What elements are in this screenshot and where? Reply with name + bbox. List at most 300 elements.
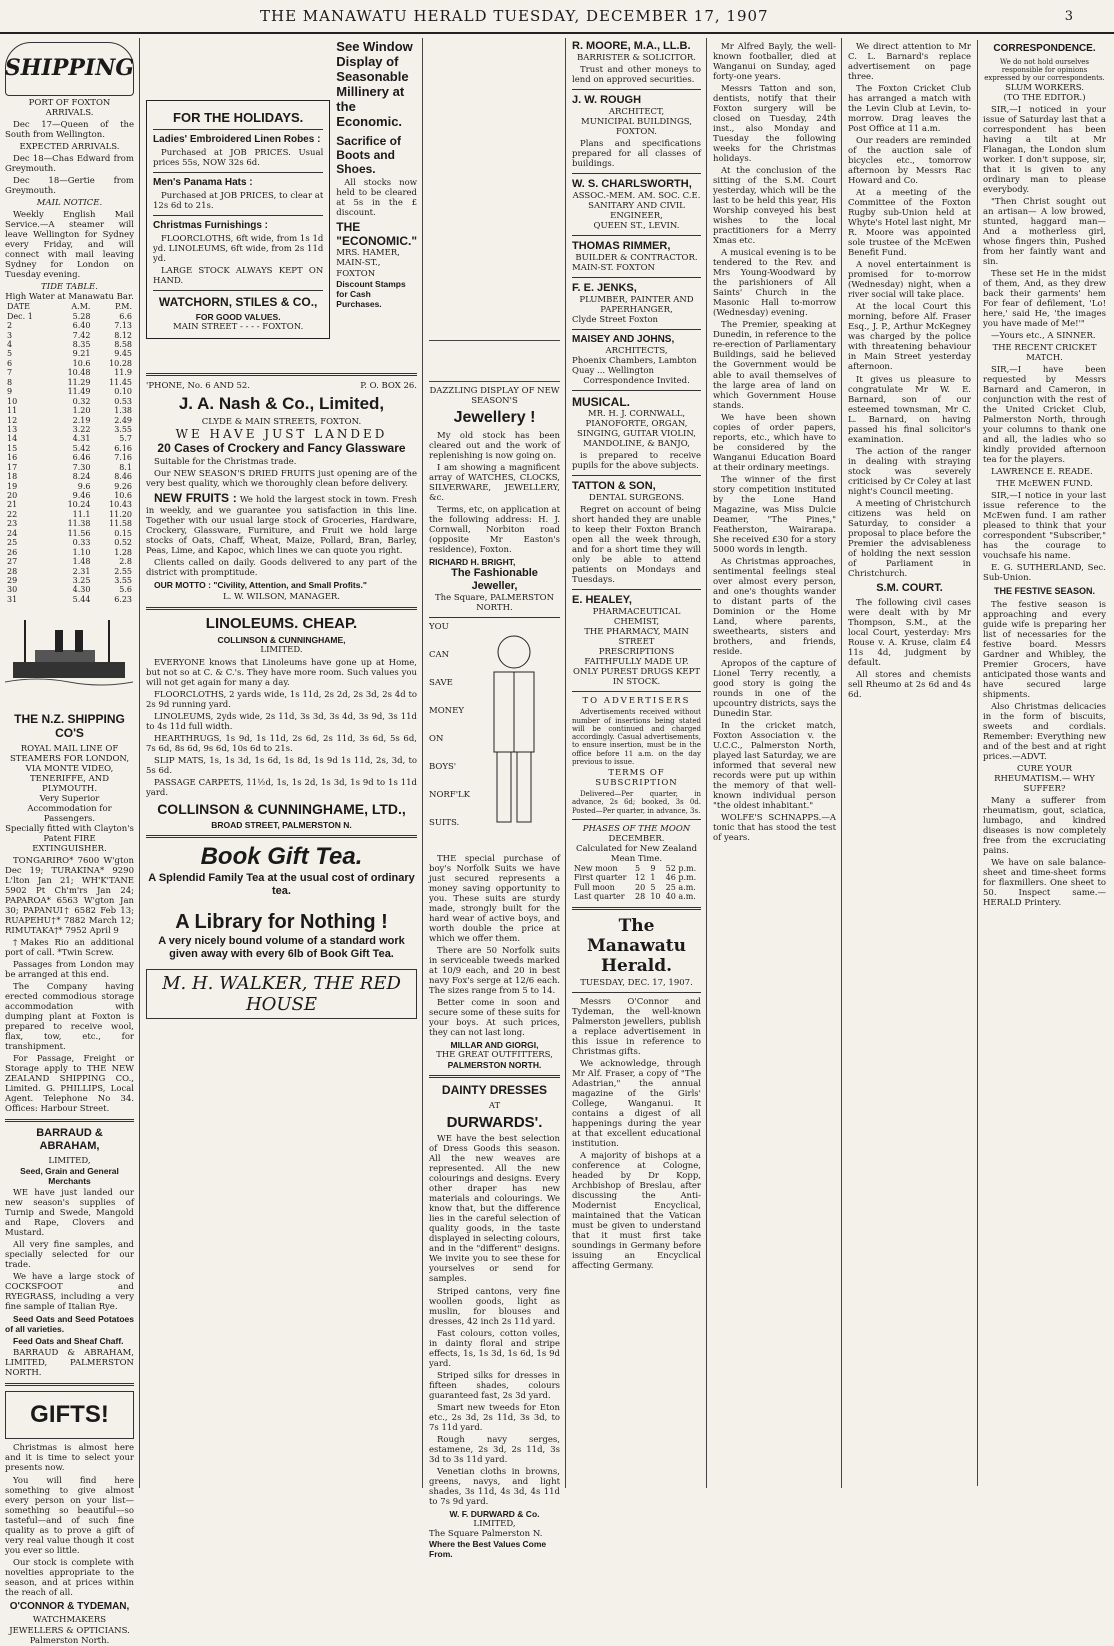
jenks-address: Clyde Street Foxton xyxy=(572,315,659,326)
barraud-sign: BARRAUD & ABRAHAM, LIMITED, PALMERSTON NORTH. xyxy=(5,1348,134,1379)
moon-table xyxy=(572,864,701,902)
tatton-sub: DENTAL SURGEONS. xyxy=(588,493,685,504)
slum-editor: (TO THE EDITOR.) xyxy=(1003,92,1086,103)
tide-cell: 25 xyxy=(7,538,18,548)
news-paragraph: At a meeting of the Committee of the Foxton Rugby sub-Union held at Whyte's Hotel last night, Mr R. Moore was appointed sole trustee of the McEwen Benefit Fund. xyxy=(848,188,971,259)
maisey-note: Correspondence Invited. xyxy=(583,375,690,386)
recent-heading: THE RECENT CRICKET MATCH. xyxy=(992,342,1097,363)
tide-cell: 2.31 xyxy=(72,566,91,576)
slum-text: These set He in the midst of them, And, as they drew back their garments' hem For fear of defilement, 'Lo! here,' said He, 'the images you have made of Me!'" xyxy=(983,268,1106,329)
oconnor-sub: WATCHMAKERS JEWELLERS & OPTICIANS. xyxy=(9,1615,130,1636)
tide-cell: 6.16 xyxy=(114,443,132,453)
tide-row xyxy=(5,425,134,434)
moon-row xyxy=(572,873,701,882)
tide-cell: 8.1 xyxy=(119,462,132,472)
tide-cell: 3.25 xyxy=(72,575,91,585)
tide-cell: 6.40 xyxy=(72,321,91,331)
column-correspondence xyxy=(843,38,1111,1488)
tide-row xyxy=(5,397,134,406)
tide-cell: 24 xyxy=(7,528,18,538)
lino-text: PASSAGE CARPETS, 11½d, 1s, 1s 2d, 1s 3d, 1s 9d to 1s 11d yard. xyxy=(146,777,417,798)
walker-heading: M. H. WALKER, THE RED HOUSE xyxy=(146,969,417,1019)
tide-cell: 7 xyxy=(7,368,13,378)
moon-cell: 10 xyxy=(650,892,661,902)
tide-cell: 3.55 xyxy=(114,575,132,585)
nash-address: CLYDE & MAIN STREETS, FOXTON. xyxy=(201,417,362,428)
oconnor-place: Palmerston North. xyxy=(29,1635,110,1646)
tide-cell: 4.31 xyxy=(72,434,91,444)
tide-cell: 16 xyxy=(7,453,18,463)
tide-cell: 1.28 xyxy=(114,547,132,557)
watchorn-sub: FOR GOOD VALUES. xyxy=(195,312,281,323)
durward-text: Venetian cloths in browns, greens, navys, and light shades, 3s 11d, 4s 3d, 4s 11d to 7s 9d yard. xyxy=(429,1466,560,1507)
tide-cell: 6.23 xyxy=(114,594,132,604)
steamer-illustration xyxy=(5,610,133,700)
phases-heading: PHASES OF THE MOON xyxy=(582,823,691,834)
moon-cell: Last quarter xyxy=(574,892,625,902)
news-paragraph: It gives us pleasure to congratulate Mr W. E. Barnard, son of our esteemed townsman, Mr C. L. Barnard, on having passed his final solicitor's examination. xyxy=(848,374,971,445)
expected-item: Dec 18—Gertie from Greymouth. xyxy=(5,176,134,197)
rough-text: Plans and specifications prepared for all classes of buildings. xyxy=(572,139,701,170)
barraud-limited: LIMITED, xyxy=(48,1156,91,1167)
column-news xyxy=(708,38,842,1488)
slum-heading: SLUM WORKERS. xyxy=(1005,82,1084,93)
festive-text: The festive season is approaching and every guide wife is preparing her list of necessaries for the festive board. Messrs Gardner and Whibley, the Premier Grocers, have anticipated those wants and have secured large shipments. xyxy=(983,599,1106,701)
tide-row xyxy=(5,434,134,443)
editorial-paragraph: We acknowledge, through Mr Alf. Fraser, a copy of "The Adastrian," the annual magazine of the Girls' College, Wanganui. It contains a digest of all happenings during the year at that excellent educational institution. xyxy=(572,1059,701,1150)
tide-head-cell: A.M. xyxy=(71,302,91,312)
tide-cell: 11.58 xyxy=(109,519,132,529)
bright-sub: The Fashionable Jeweller, xyxy=(451,567,538,593)
tide-cell: 11.38 xyxy=(67,519,91,529)
musical-subjects: PIANOFORTE, ORGAN, SINGING, GUITAR VIOLIN, MANDOLINE, & BANJO, xyxy=(577,419,696,450)
durward-text: Rough navy serges, estamene, 2s 3d, 2s 11d, 3s 3d to 3s 11d yard. xyxy=(429,1434,560,1465)
tide-cell: 23 xyxy=(7,519,18,529)
recent-text: SIR,—I have been requested by Messrs Barnard and Cameron, in conjunction with the rest of the United Cricket Club, Palmerston North, through your columns to thank one and all, the ladies who so kindly provided afternoon tea for the players. xyxy=(983,364,1106,466)
advert-text: Advertisements received without number of insertions being stated will be continued and charged accordingly. Casual advertisements, to ensure insertion, must be in the office before 11 a.m. on the day previous to issue. xyxy=(572,708,701,766)
column-cards xyxy=(567,38,707,1488)
news-paragraph: A musical evening is to be tendered to the Rev. and Mrs Young-Woodward by the parishioners of All Saints' Church in the Masonic Hall to-morrow (Wednesday) evening. xyxy=(713,248,836,319)
tide-table xyxy=(5,302,134,604)
durward-text: Fast colours, cotton voiles, in dainty floral and stripe effects, 1s, 1s 3d, 1s 6d, 1s 9d yard. xyxy=(429,1328,560,1369)
rimmer-heading: THOMAS RIMMER, xyxy=(572,240,671,253)
tide-cell: 20 xyxy=(7,491,18,501)
tide-cell: 2.8 xyxy=(119,557,132,567)
tide-cell: 8.46 xyxy=(114,472,132,482)
millar-sub: THE GREAT OUTFITTERS, xyxy=(436,1050,553,1061)
tide-cell: 10.6 xyxy=(114,491,132,501)
dazzle-text: My old stock has been cleared out and the work of replenishing is now going on. xyxy=(429,430,560,461)
economic-stamps: Discount Stamps for Cash Purchases. xyxy=(336,278,406,309)
festive-heading: THE FESTIVE SEASON. xyxy=(993,586,1096,597)
tide-row xyxy=(5,595,134,604)
tide-cell: 2.55 xyxy=(114,566,132,576)
moon-cell: 5 xyxy=(635,864,641,874)
column-ads-mid xyxy=(424,38,566,1559)
tide-row xyxy=(5,444,134,453)
moon-cell: 9 xyxy=(650,864,656,874)
tide-cell: 13 xyxy=(7,424,18,434)
nz-ships-list: TONGARIRO* 7600 W'gton Dec 19; TURAKINA* 9290 L'lton Jan 21; WH'K'TANE 5902 Pt Ch'm'rs Jan 24; PAPAROA* 6563 W'gton Jan 30; PAPANUI† 6582 Feb 13; RUAPEHU†* 7882 March 12; RIMUTAKA†* 7952 April 9 xyxy=(5,855,134,936)
tide-row xyxy=(5,331,134,340)
gifts-logo: GIFTS! xyxy=(5,1391,134,1439)
tide-cell: 12 xyxy=(7,415,18,425)
nz-fire: Specially fitted with Clayton's Patent FIRE EXTINGUISHER. xyxy=(5,823,134,854)
news-paragraph: The winner of the first story competition instituted by the Lone Hand Magazine, was Miss Dulcie Deamer, "The Pines," Featherston, Wairarapa. She received £30 for a story 5000 words in length. xyxy=(713,474,836,555)
tide-row xyxy=(5,349,134,358)
tide-row xyxy=(5,359,134,368)
moon-cell: New moon xyxy=(574,864,618,874)
boys-suits-word: CAN xyxy=(429,650,450,661)
terms-heading: TERMS OF SUBSCRIPTION xyxy=(595,768,678,789)
phases-note: Calculated for New Zealand Mean Time. xyxy=(575,844,698,865)
tide-cell: 8.58 xyxy=(114,340,132,350)
tide-cell: 10.24 xyxy=(67,500,91,510)
news-paragraph: In the cricket match, Foxton Association v. the U.C.C., Palmerston North, played last Saturday, we are informed that several new records were put up within the memory of that well-known individual person "the oldest inhabitant." xyxy=(713,721,836,812)
tide-cell: 0.32 xyxy=(72,396,91,406)
news-paragraph: At the conclusion of the sitting of the S.M. Court yesterday, which will be the last to be held this year, His Worship conveyed his best wishes to the local practitioners for a Merry Xmas etc. xyxy=(713,166,836,247)
dazzle-text: Terms, etc, on application at the following address: H. J. Cornwall, Norbiton road (opposite Mr Easton's residence), Foxton. xyxy=(429,505,560,556)
boys-suits-list xyxy=(429,622,469,852)
moon-cell: 5 xyxy=(650,882,656,892)
men-text: Purchased at JOB PRICES, to clear at 12s 6d to 21s. xyxy=(153,190,324,211)
mcewen-sign: E. G. SUTHERLAND, Sec. Sub-Union. xyxy=(983,563,1106,584)
correspondence-heading: CORRESPONDENCE. xyxy=(993,43,1096,54)
durward-heading: DURWARDS'. xyxy=(446,1113,543,1131)
moore-sub: BARRISTER & SOLICITOR. xyxy=(576,52,696,63)
durward-text: Smart new tweeds for Eton etc., 2s 3d, 2s 11d, 3s 3d, to 7s 11d yard. xyxy=(429,1402,560,1433)
tide-row xyxy=(5,312,134,321)
expected-item: Dec 18—Chas Edward from Greymouth. xyxy=(5,154,134,175)
lino-company: COLLINSON & CUNNINGHAME, xyxy=(217,635,346,646)
charlsworth-sub: ASSOC.-MEM. AM. SOC. C.E. xyxy=(572,191,701,202)
tide-cell: 4 xyxy=(7,340,13,350)
musical-name: MR. H. J. CORNWALL, xyxy=(587,409,686,420)
tide-cell: 17 xyxy=(7,462,18,472)
xmas-text: FLOORCLOTHS, 6ft wide, from 1s 1d yd. LINOLEUMS, 6ft wide, from 2s 11d yd. xyxy=(153,233,324,264)
tide-row xyxy=(5,576,134,585)
barraud-heading: BARRAUD & ABRAHAM, xyxy=(36,1127,103,1153)
sacrifice-heading: Sacrifice of Boots and Shoes. xyxy=(336,133,401,176)
healey-heading: E. HEALEY, xyxy=(572,594,632,607)
correspondence-subcolumn xyxy=(977,40,1106,1486)
tide-cell: 7.30 xyxy=(72,462,91,472)
tide-cell: 3.55 xyxy=(114,424,132,434)
tide-cell: 2 xyxy=(7,321,13,331)
boys-suits-word: BOYS' xyxy=(429,762,457,773)
tide-cell: 5.42 xyxy=(72,443,91,453)
nz-passages: Passages from London may be arranged at this end. xyxy=(5,959,134,980)
tide-cell: 6.6 xyxy=(119,311,132,321)
tide-row xyxy=(5,321,134,330)
nash-cases: 20 Cases of Crockery and Fancy Glassware xyxy=(157,441,406,456)
boys-suits-word: NORF'LK xyxy=(429,790,471,801)
tide-row xyxy=(5,406,134,415)
tide-cell: 10.28 xyxy=(109,358,132,368)
rheum-text: Many a sufferer from rheumatism, gout, sciatica, lumbago, and kindred diseases is now completely free from the excruciating pains. xyxy=(983,796,1106,857)
tide-cell: 0.33 xyxy=(72,538,91,548)
lino-limited: LIMITED. xyxy=(260,645,303,656)
phases-month: DECEMBER. xyxy=(608,834,665,844)
wfd-limited: LIMITED, xyxy=(473,1518,516,1529)
rheum-heading: CURE YOUR RHEUMATISM.— WHY SUFFER? xyxy=(994,764,1095,795)
tide-row xyxy=(5,538,134,547)
nz-note: †Makes Rio an additional port of call. *Twin Screw. xyxy=(5,937,134,958)
collinson-address: BROAD STREET, PALMERSTON N. xyxy=(211,820,352,831)
healey-address: THE PHARMACY, MAIN STREET xyxy=(584,627,689,648)
dainty-at: AT xyxy=(488,1100,501,1111)
barraud-merchants: Seed, Grain and General Merchants xyxy=(20,1166,119,1187)
moon-cell: 52 p.m. xyxy=(665,864,697,874)
correspondence-note: We do not hold ourselves responsible for opinions expressed by our correspondents. xyxy=(984,57,1105,83)
tide-cell: 2.19 xyxy=(72,415,91,425)
special-text: THE special purchase of boy's Norfolk Suits we have just secured represents a money saving opportunity to you. These suits are sturdy made, strongly built for the hard wear of active boys, and worth double the price at which we offer them. xyxy=(429,854,560,945)
smcourt-heading: S.M. COURT. xyxy=(876,581,943,594)
nz-line-text: ROYAL MAIL LINE OF STEAMERS FOR LONDON, VIA MONTE VIDEO, TENERIFFE, AND PLYMOUTH. xyxy=(9,743,130,794)
recent-sign: LAWRENCE E. READE. xyxy=(991,467,1093,478)
herald-title: The Manawatu Herald. xyxy=(586,915,687,976)
news-subcolumn xyxy=(848,40,971,1486)
tide-row xyxy=(5,453,134,462)
news-paragraph: The action of the ranger in dealing with straying stock was severely criticised by Cr Coley at last night's Council meeting. xyxy=(848,446,971,497)
tide-cell: 6 xyxy=(7,358,13,368)
bright-address: The Square, PALMERSTON NORTH. xyxy=(434,593,555,614)
boys-suits-word: ON xyxy=(429,734,444,745)
library-heading: A Library for Nothing ! xyxy=(175,911,388,934)
tide-row xyxy=(5,387,134,396)
healey-text: PRESCRIPTIONS FAITHFULLY MADE UP. xyxy=(584,647,689,668)
tide-cell: 3 xyxy=(7,330,13,340)
lino-heading: LINOLEUMS. CHEAP. xyxy=(205,614,358,632)
dainty-heading: DAINTY DRESSES xyxy=(441,1083,548,1098)
tide-cell: 9.6 xyxy=(77,481,91,491)
tide-cell: 27 xyxy=(7,557,18,567)
economic-heading: THE "ECONOMIC." xyxy=(336,220,418,249)
millar-heading: MILLAR AND GIORGI, xyxy=(450,1040,539,1051)
men-heading: Men's Panama Hats : xyxy=(153,177,253,189)
moon-cell: 12 xyxy=(635,873,646,883)
moon-cell: 40 a.m. xyxy=(665,892,696,902)
charlsworth-address: QUEEN ST., LEVIN. xyxy=(593,221,680,232)
tide-row xyxy=(5,368,134,377)
tide-row xyxy=(5,500,134,509)
lino-text: SLIP MATS, 1s, 1s 3d, 1s 6d, 1s 8d, 1s 9d 1s 11d, 2s, 3d, to 5s 6d. xyxy=(146,755,417,776)
xmas-text: LARGE STOCK ALWAYS KEPT ON HAND. xyxy=(153,265,324,286)
column-shipping xyxy=(0,38,140,1646)
tide-cell: 18 xyxy=(7,472,18,482)
news-paragraph: At the local Court this morning, before Alf. Fraser Esq., J. P., Arthur McKegney was charged by the police with threatening behaviour in Main Street yesterday afternoon. xyxy=(848,302,971,373)
tide-row xyxy=(5,548,134,557)
collinson-heading: COLLINSON & CUNNINGHAME, LTD., xyxy=(157,800,406,817)
news-paragraph: We have been shown copies of order papers, reports, etc., which have to be considered by the Wanganui Education Board at their ordinary meetings. xyxy=(713,412,836,473)
boys-suits-word: MONEY xyxy=(429,706,464,717)
jewellery-ornament xyxy=(429,340,560,382)
news-paragraph: The Premier, speaking at Dunedin, in reference to the re-erection of Parliamentary Buildings, said he believed the Government would be able to avail themselves of the large area of land on which Government House stands. xyxy=(713,320,836,411)
tide-cell: 4.30 xyxy=(72,585,91,595)
tide-row xyxy=(5,529,134,538)
dazzle-text: I am showing a magnificent array of WATCHES, CLOCKS, SILVERWARE, JEWELLERY, &c. xyxy=(429,462,560,503)
special-text: Better come in soon and secure some of these suits for your boys. At such prices, they can not last long. xyxy=(429,998,560,1039)
holidays-ad xyxy=(146,100,330,339)
sacrifice-text: All stocks now held to be cleared at 5s in the £ discount. xyxy=(336,178,417,219)
ladies-heading: Ladies' Embroidered Linen Robes : xyxy=(153,134,321,146)
advert-heading: TO ADVERTISERS xyxy=(582,696,691,707)
tide-row xyxy=(5,416,134,425)
smcourt-text: The following civil cases were dealt with by Mr Thompson, S.M., at the local Court, yesterday: Mrs Rouse v. A. Kruse, claim £4 11s 4d, judgment by default. xyxy=(848,597,971,668)
tide-cell: 10 xyxy=(7,396,18,406)
oconnor-heading: O'CONNOR & TYDEMAN, xyxy=(9,1600,130,1612)
tide-row xyxy=(5,482,134,491)
tide-cell: 8 xyxy=(7,377,13,387)
rheum-text: We have on sale balance-sheet and time-sheet forms for flaxmillers. One sheet to 50. Inspect same.—HERALD Printery. xyxy=(983,858,1106,909)
tatton-text: Regret on account of being short handed they are unable to keep their Foxton Branch open all the week through, and for a short time they will only be able to attend patients on Mondays and Tuesdays. xyxy=(572,505,701,586)
tide-cell: 8.12 xyxy=(114,330,132,340)
maisey-heading: MAISEY AND JOHNS, xyxy=(572,334,675,346)
millar-place: PALMERSTON NORTH. xyxy=(447,1060,542,1071)
tide-cell: 9.21 xyxy=(72,349,91,359)
tide-row xyxy=(5,585,134,594)
boys-suits-word: SAVE xyxy=(429,678,453,689)
tide-cell: 7.42 xyxy=(72,330,91,340)
tide-cell: 8.24 xyxy=(72,472,91,482)
boys-suits-word: SUITS. xyxy=(429,818,460,829)
tide-cell: 1.38 xyxy=(114,406,132,416)
tide-cell: 7.13 xyxy=(114,321,132,331)
slum-text: —Yours etc., A SINNER. xyxy=(991,330,1096,341)
nz-contact: For Passage, Freight or Storage apply to THE NEW ZEALAND SHIPPING CO., Limited. G. PHILLIPS, Local Agent. Telephone No 34. Offices: Harbour Street. xyxy=(5,1054,134,1115)
healey-sub: PHARMACEUTICAL CHEMIST, xyxy=(592,607,681,628)
tide-cell: 0.15 xyxy=(114,528,132,538)
mail-text: Weekly English Mail Service.—A steamer will leave Wellington for Sydney every Friday, and will connect with mail leaving Sydney for London on Tuesday evening. xyxy=(5,210,134,281)
mail-heading: MAIL NOTICE. xyxy=(36,198,103,209)
lino-text: FLOORCLOTHS, 2 yards wide, 1s 11d, 2s 2d, 2s 3d, 2s 4d to 2s 9d running yard. xyxy=(146,689,417,710)
wfd-address: The Square Palmerston N. xyxy=(429,1528,543,1539)
charlsworth-sub: SANITARY AND CIVIL ENGINEER, xyxy=(588,201,685,222)
news-paragraph: WOLFE'S SCHNAPPS.—A tonic that has stood the test of years. xyxy=(713,813,836,844)
news-paragraph: Apropos of the capture of Lionel Terry recently, a good story is going the rounds in one of the upcountry districts, says the Dunedin Star. xyxy=(713,658,836,720)
nz-shipping-heading: THE N.Z. SHIPPING CO'S xyxy=(14,712,125,741)
expected-heading: EXPECTED ARRIVALS. xyxy=(19,142,120,153)
tide-cell: 26 xyxy=(7,547,18,557)
tide-cell: 11.49 xyxy=(67,387,91,397)
tide-cell: 14 xyxy=(7,434,18,444)
tea-text: A Splendid Family Tea at the usual cost of ordinary tea. xyxy=(148,871,415,897)
special-text: There are 50 Norfolk suits in serviceable tweeds marked at 10/9 each, and 20 in best navy Fox's serge at 12/6 each. The sizes range from 5 to 14. xyxy=(429,946,560,997)
jenks-sub: PLUMBER, PAINTER AND PAPERHANGER, xyxy=(579,295,694,316)
news-paragraph: Our readers are reminded of the auction sale of bicycles etc., tomorrow afternoon by Messrs Rac Howard and Co. xyxy=(848,136,971,187)
economic-ad xyxy=(336,40,417,343)
boys-suits-word: YOU xyxy=(429,622,449,633)
lino-text: HEARTHRUGS, 1s 9d, 1s 11d, 2s 6d, 2s 11d, 3s 6d, 5s 6d, 7s 6d, 8s 6d, 9s 6d, 10s 6d to 21s. xyxy=(146,733,417,754)
moore-heading: R. MOORE, M.A., LL.B. xyxy=(572,40,691,52)
ladies-text: Purchased at JOB PRICES. Usual prices 55s, NOW 32s 6d. xyxy=(153,148,324,169)
tide-row xyxy=(5,519,134,528)
tide-cell: 11.1 xyxy=(72,509,91,519)
tide-cell: 11.9 xyxy=(114,368,132,378)
mcewen-text: SIR,—I notice in your last issue reference to the McEwen fund. I am rather pleased to think that your correspondent "Subscriber," has the courage to vouchsafe his name. xyxy=(983,491,1106,562)
tide-cell: 8.35 xyxy=(72,340,91,350)
tide-cell: 1.10 xyxy=(72,547,91,557)
moore-text: Trust and other moneys to lend on approved securities. xyxy=(572,64,701,85)
tide-cell: 11.56 xyxy=(67,528,91,538)
musical-heading: MUSICAL. xyxy=(572,394,630,409)
nz-storage: The Company having erected commodious storage accommodation with dumping plant at Foxton is prepared to receive wool, flax, tow, etc., for transhipment. xyxy=(5,981,134,1053)
maisey-address: Phoenix Chambers, Lambton Quay ... Wellington xyxy=(572,355,697,376)
tide-row xyxy=(5,340,134,349)
boy-illustration xyxy=(469,622,559,852)
tide-cell: 0.10 xyxy=(114,387,132,397)
news-paragraph: A meeting of Christchurch citizens was held on Saturday, to consider a proposal to place before the Premier the advisableness of holding the next session of Parliament in Christchurch. xyxy=(848,498,971,579)
tide-cell: 6.46 xyxy=(72,453,91,463)
barraud-text: Feed Oats and Sheaf Chaff. xyxy=(13,1336,124,1347)
charlsworth-heading: W. S. CHARLSWORTH, xyxy=(572,178,692,191)
shipping-logo: SHIPPING xyxy=(5,42,134,96)
gifts-text: Our stock is complete with novelties appropriate to the season, and at prices within the reach of all. xyxy=(5,1557,134,1598)
holidays-heading: FOR THE HOLIDAYS. xyxy=(173,110,304,125)
window-heading: See Window Display of Seasonable Millinery at the Economic. xyxy=(336,39,413,129)
masthead xyxy=(0,0,1114,34)
lino-text: LINOLEUMS, 2yds wide, 2s 11d, 3s 3d, 3s 4d, 3s 9d, 3s 11d to 4s 11d full width. xyxy=(146,711,417,732)
durward-text: Striped silks for dresses in fifteen shades, colours guaranteed fast, 2s 3d yard. xyxy=(429,1370,560,1401)
barraud-text: We have a large stock of COCKSFOOT and RYEGRASS, including a very fine sample of Italian Rye. xyxy=(5,1272,134,1313)
tide-cell: 10.6 xyxy=(72,358,91,368)
tide-cell: 9.46 xyxy=(72,491,91,501)
tide-row xyxy=(5,491,134,500)
tatton-heading: TATTON & SON, xyxy=(572,480,656,493)
tide-cell: 1.20 xyxy=(72,406,91,416)
news-paragraph: The Foxton Cricket Club has arranged a match with the Levin Club at Levin, to-morrow. Drag leaves the Post Office at 11 a.m. xyxy=(848,84,971,135)
tide-cell: 1.48 xyxy=(72,557,91,567)
tide-head xyxy=(5,302,134,311)
moon-cell: First quarter xyxy=(574,873,627,883)
arrivals-heading: ARRIVALS. xyxy=(45,108,94,119)
bright-heading: RICHARD H. BRIGHT, xyxy=(429,557,516,568)
nash-motto: OUR MOTTO : "Civility, Attention, and Small Profits." xyxy=(154,579,367,590)
wfd-heading: W. F. DURWARD & Co. xyxy=(449,1508,540,1519)
watchorn-heading: WATCHORN, STILES & CO., xyxy=(158,294,318,309)
editorial-paragraph: A majority of bishops at a conference at Cologne, headed by Dr Kopp, Archbishop of Breslau, after discussing the Anti-Modernist Encyclical, maintained that the Vatican must be given to understand that it must first take soundings in Germany before issuing an Encyclical affecting Germany. xyxy=(572,1151,701,1272)
rimmer-address: MAIN-ST. FOXTON xyxy=(572,263,655,274)
port-heading: PORT OF FOXTON xyxy=(28,98,111,108)
tide-cell: 10.48 xyxy=(67,368,91,378)
tide-row xyxy=(5,567,134,576)
nash-fruit: Our NEW SEASON'S DRIED FRUITS just opening are of the very best quality, which we thoroughly clean before delivery. xyxy=(146,469,417,490)
editorial-paragraph: Messrs O'Connor and Tydeman, the well-known Palmerston jewellers, publish a replace advertisement in this issue in reference to Christmas gifts. xyxy=(572,996,701,1058)
tide-cell: 15 xyxy=(7,443,18,453)
festive-text: Also Christmas delicacies in the form of biscuits, sweets and cordials. Remember: Everything new and of the best and at right prices.—ADVT. xyxy=(983,702,1106,763)
tide-cell: 11.45 xyxy=(109,377,132,387)
moon-cell: 28 xyxy=(635,892,646,902)
maisey-sub: ARCHITECTS, xyxy=(605,345,668,356)
moon-row xyxy=(572,883,701,892)
slum-text: "Then Christ sought out an artisan— A low browed, stunted, haggard man— And a motherless girl, whose fingers thin, Pushed from her faintly want and sin. xyxy=(983,196,1106,267)
rimmer-sub: BUILDER & CONTRACTOR. xyxy=(575,253,698,264)
tide-cell: 7.16 xyxy=(114,453,132,463)
xmas-heading: Christmas Furnishings : xyxy=(153,219,269,231)
tide-heading: TIDE TABLE. xyxy=(41,282,98,293)
lino-text: EVERYONE knows that Linoleums have gone up at Home, but not so at C. & C.'s. They have more room. Such values you will not get again for many a day. xyxy=(146,657,417,688)
nash-manager: L. W. WILSON, MANAGER. xyxy=(222,591,341,602)
tide-head-cell: DATE xyxy=(7,302,30,312)
tide-cell: 3.22 xyxy=(72,424,91,434)
nz-accommodation: Very Superior Accommodation for Passengers. xyxy=(27,793,112,824)
tide-cell: 5.7 xyxy=(119,434,132,444)
slum-text: SIR,—I noticed in your issue of Saturday last that a correspondent has been having a tilt at Mr Flanagan, the London slum worker. I don't suppose, sir, that it is given to any ordinary man to please everybody. xyxy=(983,104,1106,195)
news-paragraph: A novel entertainment is promised for to-morrow (Wednesday) night, when a river social will take place. xyxy=(848,260,971,301)
gifts-text: You will find here something to give almost every person on your list—something so beautiful—so tasteful—and of such fine quality as to prove a gift of very real value though it cost you ever so little. xyxy=(5,1475,134,1556)
column-ads-left xyxy=(141,38,423,1488)
moon-cell: 25 a.m. xyxy=(665,882,696,892)
